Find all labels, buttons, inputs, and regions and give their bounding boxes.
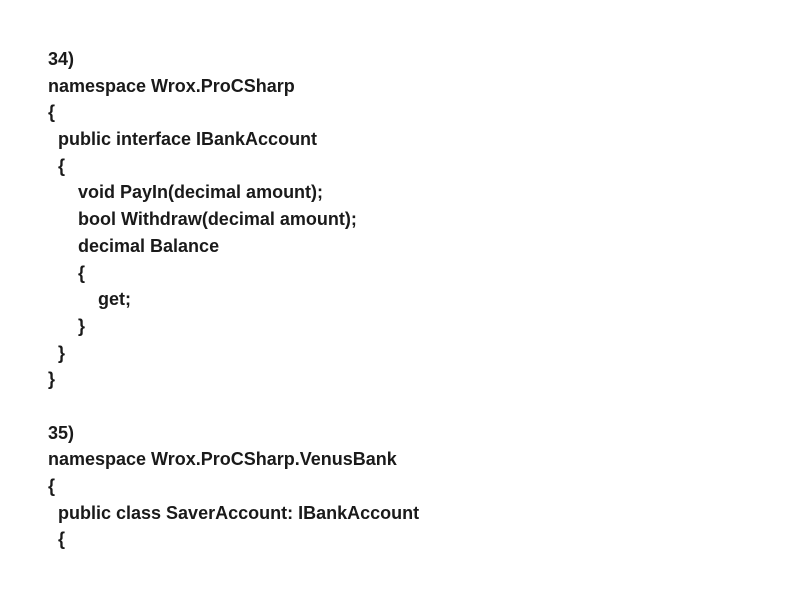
- code-listing-34: [48, 46, 800, 393]
- code-line: void PayIn(decimal amount);: [78, 182, 324, 203]
- code-line: {: [58, 529, 66, 550]
- code-line: decimal Balance: [78, 235, 220, 256]
- code-line: {: [48, 102, 56, 123]
- code-listing-35: [48, 420, 800, 553]
- listing-number: 34): [48, 49, 75, 69]
- code-line: }: [78, 315, 86, 336]
- code-line: }: [48, 369, 56, 390]
- code-line: public interface IBankAccount: [58, 129, 318, 150]
- code-line: get;: [98, 289, 131, 310]
- code-line: }: [58, 342, 66, 363]
- code-line: namespace Wrox.ProCSharp: [48, 75, 295, 96]
- listing-number: 35): [48, 422, 75, 443]
- code-line: {: [78, 262, 86, 283]
- code-line: public class SaverAccount: IBankAccount: [58, 502, 420, 523]
- code-line: bool Withdraw(decimal amount);: [78, 209, 357, 230]
- code-line: {: [58, 155, 66, 176]
- code-line: {: [48, 476, 56, 496]
- code-line: namespace Wrox.ProCSharp.VenusBank: [48, 449, 397, 470]
